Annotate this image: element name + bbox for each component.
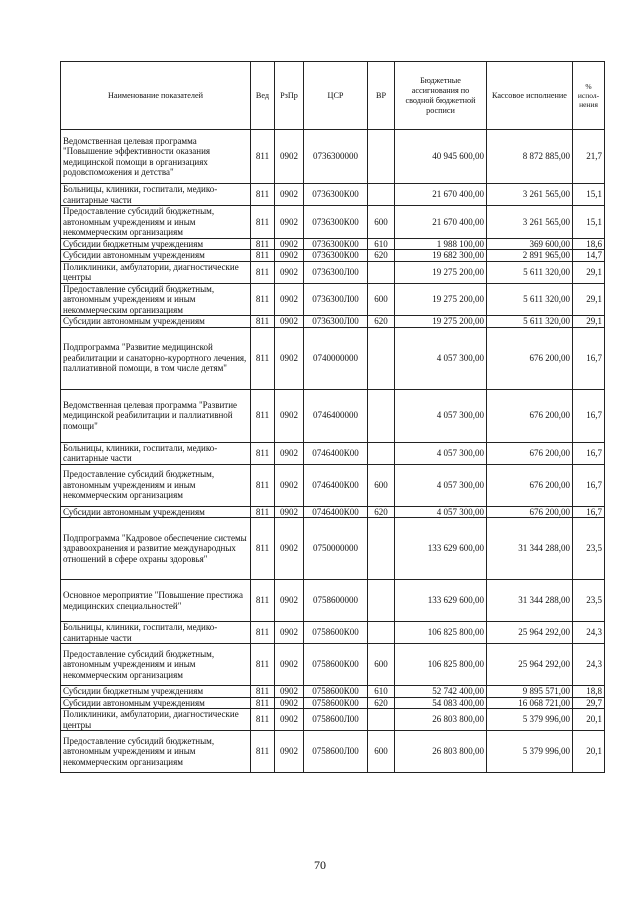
row-budget-allocation: 26 803 800,00 xyxy=(395,709,487,731)
row-name: Подпрограмма "Кадровое обеспечение системы здравоохранения и развитие международных отношений в сфере охраны здоровья" xyxy=(61,518,251,580)
table-row xyxy=(61,389,605,442)
header-row xyxy=(61,62,605,130)
row-csr: 0758600К00 xyxy=(304,686,368,698)
row-execution-percent: 16,7 xyxy=(573,506,605,518)
row-vr: 620 xyxy=(368,697,395,709)
row-name: Субсидии бюджетным учреждениям xyxy=(61,686,251,698)
row-csr: 0736300К00 xyxy=(304,184,368,206)
row-vr: 600 xyxy=(368,283,395,316)
row-rzpr: 0902 xyxy=(275,238,304,250)
row-cash-execution: 25 964 292,00 xyxy=(487,622,573,644)
table-row xyxy=(61,130,605,184)
row-rzpr: 0902 xyxy=(275,644,304,686)
row-budget-allocation: 26 803 800,00 xyxy=(395,731,487,773)
row-csr: 0758600Л00 xyxy=(304,731,368,773)
row-name: Предоставление субсидий бюджетным, автономным учреждениям и иным некоммерческим организациям xyxy=(61,464,251,506)
row-budget-allocation: 19 682 300,00 xyxy=(395,250,487,262)
table-row xyxy=(61,686,605,698)
row-ved: 811 xyxy=(251,238,275,250)
row-execution-percent: 29,1 xyxy=(573,283,605,316)
header-cash-execution: Кассовое исполнение xyxy=(487,62,573,130)
row-ved: 811 xyxy=(251,686,275,698)
row-vr xyxy=(368,580,395,622)
row-name: Предоставление субсидий бюджетным, автономным учреждениям и иным некоммерческим организациям xyxy=(61,283,251,316)
row-execution-percent: 23,5 xyxy=(573,518,605,580)
row-cash-execution: 31 344 288,00 xyxy=(487,580,573,622)
row-vr xyxy=(368,261,395,283)
row-budget-allocation: 54 083 400,00 xyxy=(395,697,487,709)
row-vr xyxy=(368,327,395,389)
row-name: Субсидии автономным учреждениям xyxy=(61,316,251,328)
row-rzpr: 0902 xyxy=(275,327,304,389)
row-vr xyxy=(368,709,395,731)
row-rzpr: 0902 xyxy=(275,130,304,184)
row-ved: 811 xyxy=(251,283,275,316)
row-budget-allocation: 21 670 400,00 xyxy=(395,206,487,239)
table-row xyxy=(61,731,605,773)
row-cash-execution: 5 611 320,00 xyxy=(487,316,573,328)
row-cash-execution: 676 200,00 xyxy=(487,327,573,389)
row-execution-percent: 29,1 xyxy=(573,261,605,283)
row-ved: 811 xyxy=(251,697,275,709)
row-csr: 0740000000 xyxy=(304,327,368,389)
row-name: Больницы, клиники, госпитали, медико-санитарные части xyxy=(61,442,251,464)
row-execution-percent: 21,7 xyxy=(573,130,605,184)
row-execution-percent: 24,3 xyxy=(573,622,605,644)
row-name: Больницы, клиники, госпитали, медико-санитарные части xyxy=(61,622,251,644)
row-csr: 0746400000 xyxy=(304,389,368,442)
row-ved: 811 xyxy=(251,731,275,773)
row-name: Субсидии автономным учреждениям xyxy=(61,250,251,262)
row-execution-percent: 29,7 xyxy=(573,697,605,709)
row-execution-percent: 16,7 xyxy=(573,389,605,442)
row-budget-allocation: 21 670 400,00 xyxy=(395,184,487,206)
row-ved: 811 xyxy=(251,622,275,644)
row-csr: 0758600К00 xyxy=(304,697,368,709)
row-rzpr: 0902 xyxy=(275,316,304,328)
row-name: Субсидии бюджетным учреждениям xyxy=(61,238,251,250)
row-execution-percent: 18,6 xyxy=(573,238,605,250)
row-name: Больницы, клиники, госпитали, медико-санитарные части xyxy=(61,184,251,206)
row-ved: 811 xyxy=(251,709,275,731)
row-cash-execution: 5 611 320,00 xyxy=(487,261,573,283)
table-row xyxy=(61,206,605,239)
row-cash-execution: 8 872 885,00 xyxy=(487,130,573,184)
header-vr: ВР xyxy=(368,62,395,130)
header-ved: Вед xyxy=(251,62,275,130)
row-rzpr: 0902 xyxy=(275,709,304,731)
row-budget-allocation: 4 057 300,00 xyxy=(395,389,487,442)
row-budget-allocation: 19 275 200,00 xyxy=(395,261,487,283)
row-budget-allocation: 19 275 200,00 xyxy=(395,283,487,316)
row-cash-execution: 3 261 565,00 xyxy=(487,206,573,239)
row-ved: 811 xyxy=(251,518,275,580)
row-ved: 811 xyxy=(251,316,275,328)
row-ved: 811 xyxy=(251,184,275,206)
row-execution-percent: 14,7 xyxy=(573,250,605,262)
row-cash-execution: 676 200,00 xyxy=(487,442,573,464)
row-csr: 0736300000 xyxy=(304,130,368,184)
table-row xyxy=(61,283,605,316)
row-rzpr: 0902 xyxy=(275,580,304,622)
row-vr xyxy=(368,518,395,580)
table-row xyxy=(61,442,605,464)
row-rzpr: 0902 xyxy=(275,622,304,644)
row-execution-percent: 18,8 xyxy=(573,686,605,698)
row-csr: 0746400К00 xyxy=(304,506,368,518)
row-vr: 610 xyxy=(368,686,395,698)
row-budget-allocation: 40 945 600,00 xyxy=(395,130,487,184)
row-csr: 0758600К00 xyxy=(304,644,368,686)
row-cash-execution: 5 379 996,00 xyxy=(487,709,573,731)
row-budget-allocation: 4 057 300,00 xyxy=(395,464,487,506)
row-rzpr: 0902 xyxy=(275,697,304,709)
row-ved: 811 xyxy=(251,206,275,239)
row-budget-allocation: 4 057 300,00 xyxy=(395,442,487,464)
row-ved: 811 xyxy=(251,506,275,518)
table-row xyxy=(61,709,605,731)
row-csr: 0758600Л00 xyxy=(304,709,368,731)
row-budget-allocation: 4 057 300,00 xyxy=(395,327,487,389)
header-csr: ЦСР xyxy=(304,62,368,130)
row-csr: 0736300Л00 xyxy=(304,261,368,283)
row-rzpr: 0902 xyxy=(275,389,304,442)
row-ved: 811 xyxy=(251,261,275,283)
row-ved: 811 xyxy=(251,130,275,184)
header-name: Наименование показателей xyxy=(61,62,251,130)
row-vr: 600 xyxy=(368,464,395,506)
row-vr xyxy=(368,442,395,464)
row-csr: 0736300Л00 xyxy=(304,283,368,316)
row-name: Субсидии автономным учреждениям xyxy=(61,697,251,709)
row-ved: 811 xyxy=(251,644,275,686)
row-ved: 811 xyxy=(251,580,275,622)
row-rzpr: 0902 xyxy=(275,464,304,506)
row-name: Поликлиники, амбулатории, диагностические центры xyxy=(61,709,251,731)
table-row xyxy=(61,697,605,709)
row-name: Предоставление субсидий бюджетным, автономным учреждениям и иным некоммерческим организациям xyxy=(61,731,251,773)
row-csr: 0758600000 xyxy=(304,580,368,622)
row-ved: 811 xyxy=(251,327,275,389)
row-execution-percent: 20,1 xyxy=(573,731,605,773)
row-cash-execution: 25 964 292,00 xyxy=(487,644,573,686)
row-cash-execution: 676 200,00 xyxy=(487,464,573,506)
row-csr: 0736300К00 xyxy=(304,250,368,262)
row-budget-allocation: 52 742 400,00 xyxy=(395,686,487,698)
table-row xyxy=(61,327,605,389)
row-csr: 0736300К00 xyxy=(304,238,368,250)
row-execution-percent: 15,1 xyxy=(573,184,605,206)
row-vr: 610 xyxy=(368,238,395,250)
row-csr: 0758600К00 xyxy=(304,622,368,644)
table-row xyxy=(61,622,605,644)
table-row xyxy=(61,506,605,518)
row-ved: 811 xyxy=(251,464,275,506)
header-execution-percent: % испол-нения xyxy=(573,62,605,130)
row-execution-percent: 29,1 xyxy=(573,316,605,328)
row-rzpr: 0902 xyxy=(275,184,304,206)
row-cash-execution: 369 600,00 xyxy=(487,238,573,250)
row-vr xyxy=(368,622,395,644)
row-vr xyxy=(368,389,395,442)
row-cash-execution: 676 200,00 xyxy=(487,389,573,442)
table-body xyxy=(61,130,605,773)
row-csr: 0750000000 xyxy=(304,518,368,580)
row-name: Предоставление субсидий бюджетным, автономным учреждениям и иным некоммерческим организациям xyxy=(61,206,251,239)
page-number: 70 xyxy=(314,858,326,872)
row-name: Ведомственная целевая программа "Развитие медицинской реабилитации и паллиативной помощи" xyxy=(61,389,251,442)
row-execution-percent: 23,5 xyxy=(573,580,605,622)
row-cash-execution: 3 261 565,00 xyxy=(487,184,573,206)
row-execution-percent: 16,7 xyxy=(573,442,605,464)
row-ved: 811 xyxy=(251,442,275,464)
table-row xyxy=(61,580,605,622)
row-vr: 600 xyxy=(368,644,395,686)
row-execution-percent: 24,3 xyxy=(573,644,605,686)
row-vr: 620 xyxy=(368,316,395,328)
row-name: Подпрограмма "Развитие медицинской реабилитации и санаторно-курортного лечения, паллиативной помощи, в том числе детям" xyxy=(61,327,251,389)
row-cash-execution: 31 344 288,00 xyxy=(487,518,573,580)
row-budget-allocation: 4 057 300,00 xyxy=(395,506,487,518)
row-vr: 600 xyxy=(368,206,395,239)
budget-table xyxy=(60,61,605,773)
row-rzpr: 0902 xyxy=(275,686,304,698)
table-row xyxy=(61,238,605,250)
row-csr: 0746400К00 xyxy=(304,442,368,464)
row-cash-execution: 5 379 996,00 xyxy=(487,731,573,773)
row-csr: 0746400К00 xyxy=(304,464,368,506)
row-cash-execution: 676 200,00 xyxy=(487,506,573,518)
row-rzpr: 0902 xyxy=(275,442,304,464)
row-csr: 0736300Л00 xyxy=(304,316,368,328)
row-execution-percent: 15,1 xyxy=(573,206,605,239)
row-budget-allocation: 133 629 600,00 xyxy=(395,580,487,622)
row-ved: 811 xyxy=(251,389,275,442)
row-cash-execution: 9 895 571,00 xyxy=(487,686,573,698)
row-budget-allocation: 106 825 800,00 xyxy=(395,644,487,686)
row-execution-percent: 20,1 xyxy=(573,709,605,731)
header-rzpr: РзПр xyxy=(275,62,304,130)
row-name: Поликлиники, амбулатории, диагностические центры xyxy=(61,261,251,283)
row-execution-percent: 16,7 xyxy=(573,464,605,506)
table-row xyxy=(61,184,605,206)
row-budget-allocation: 133 629 600,00 xyxy=(395,518,487,580)
row-budget-allocation: 106 825 800,00 xyxy=(395,622,487,644)
row-rzpr: 0902 xyxy=(275,518,304,580)
row-vr xyxy=(368,184,395,206)
row-name: Ведомственная целевая программа "Повышение эффективности оказания медицинской помощи в организациях родовспоможения и детства" xyxy=(61,130,251,184)
row-ved: 811 xyxy=(251,250,275,262)
row-rzpr: 0902 xyxy=(275,283,304,316)
row-vr xyxy=(368,130,395,184)
row-name: Предоставление субсидий бюджетным, автономным учреждениям и иным некоммерческим организациям xyxy=(61,644,251,686)
row-cash-execution: 2 891 965,00 xyxy=(487,250,573,262)
row-rzpr: 0902 xyxy=(275,506,304,518)
row-name: Основное мероприятие "Повышение престижа медицинских специальностей" xyxy=(61,580,251,622)
row-vr: 620 xyxy=(368,250,395,262)
row-rzpr: 0902 xyxy=(275,261,304,283)
row-rzpr: 0902 xyxy=(275,731,304,773)
row-vr: 600 xyxy=(368,731,395,773)
row-name: Субсидии автономным учреждениям xyxy=(61,506,251,518)
row-rzpr: 0902 xyxy=(275,206,304,239)
row-cash-execution: 5 611 320,00 xyxy=(487,283,573,316)
row-csr: 0736300К00 xyxy=(304,206,368,239)
table-row xyxy=(61,250,605,262)
table-row xyxy=(61,464,605,506)
table-row xyxy=(61,644,605,686)
row-budget-allocation: 19 275 200,00 xyxy=(395,316,487,328)
header-budget-allocations: Бюджетные ассигнования по сводной бюджетной росписи xyxy=(395,62,487,130)
table-row xyxy=(61,316,605,328)
row-vr: 620 xyxy=(368,506,395,518)
row-execution-percent: 16,7 xyxy=(573,327,605,389)
table-row xyxy=(61,261,605,283)
table-row xyxy=(61,518,605,580)
row-budget-allocation: 1 988 100,00 xyxy=(395,238,487,250)
row-rzpr: 0902 xyxy=(275,250,304,262)
row-cash-execution: 16 068 721,00 xyxy=(487,697,573,709)
